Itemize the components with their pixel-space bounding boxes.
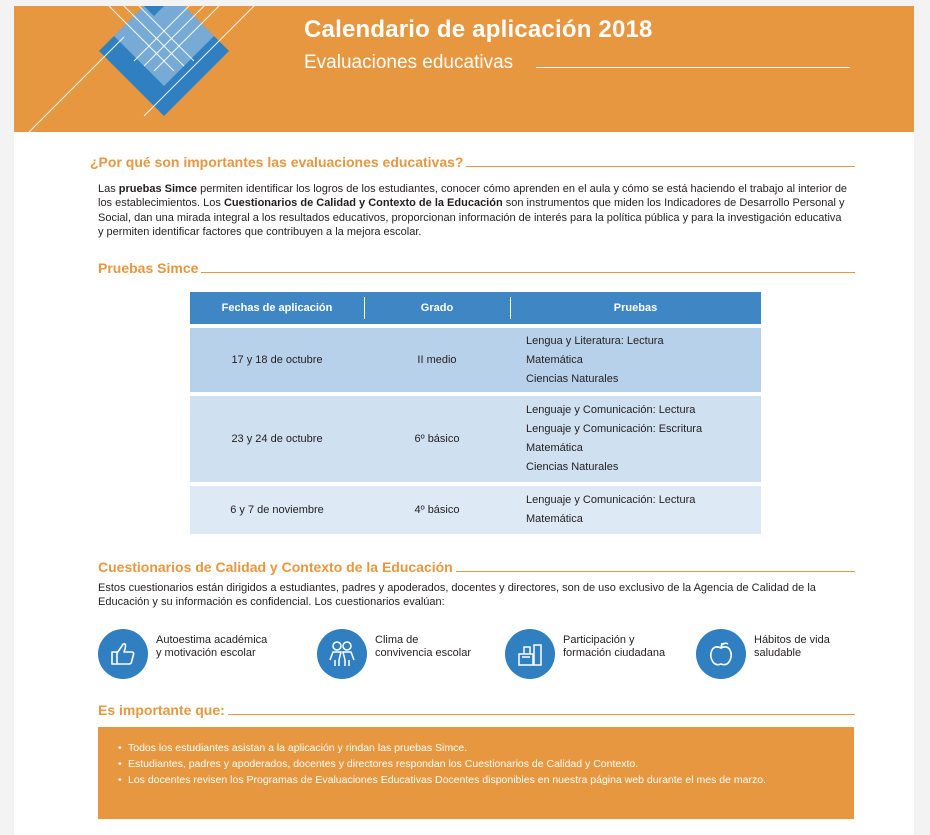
cell-dates: 23 y 24 de octubre [231, 433, 323, 445]
evaluation-label-line: y motivación escolar [156, 647, 256, 659]
section-heading-why-text: ¿Por qué son importantes las evaluaciones educativas? [90, 154, 464, 170]
important-notes-box [98, 727, 854, 819]
cell-dates: 6 y 7 de noviembre [230, 504, 324, 516]
intro-text-3: son instrumentos que miden los Indicadores de Desarrollo Personal y Social, dan una mirada integral a los resultados educativos, proporcionan información de interés para la política pública y para la investigación educativa y permiten identificar factores que contribuyen a la mejora escolar. [98, 197, 845, 238]
evaluation-label [375, 634, 471, 660]
simce-table [190, 292, 761, 534]
cell-grade: 4º básico [414, 504, 460, 516]
section-heading-importante [98, 702, 855, 718]
evaluation-label-line: Hábitos de vida [754, 634, 830, 646]
list-item: • Estudiantes, padres y apoderados, docentes y directores respondan los Cuestionarios de Calidad y Contexto. [118, 757, 834, 771]
cell-dates: 17 y 18 de octubre [231, 354, 323, 366]
table-row [190, 328, 761, 392]
intro-bold-simce: pruebas Simce [118, 183, 198, 195]
subtitle-rule [536, 67, 850, 68]
test-item: Matemática [526, 513, 583, 525]
header-graphic [14, 6, 314, 132]
header-separator [364, 297, 365, 319]
intro-text-2: permiten identificar los logros de los estudiantes, conocer cómo aprenden en el aula y cómo se está haciendo el trabajo al interior de los establecimientos. Los [98, 183, 848, 210]
test-item: Lenguaje y Comunicación: Escritura [526, 423, 703, 435]
evaluation-item-autoestima [98, 629, 267, 679]
ballot-box-icon [505, 629, 555, 679]
section-heading-importante-text: Es importante que: [98, 702, 225, 718]
evaluation-item-habitos [696, 629, 830, 679]
table-row [190, 396, 761, 482]
cell-tests [510, 491, 761, 529]
page-title: Calendario de aplicación 2018 [304, 16, 653, 43]
intro-bold-cuestionarios: Cuestionarios de Calidad y Contexto de la Educación [223, 197, 503, 210]
evaluation-label-line: Autoestima académica [156, 634, 268, 646]
section-heading-cuestionarios-text: Cuestionarios de Calidad y Contexto de la Educación [98, 559, 453, 575]
evaluation-label-line: convivencia escolar [375, 647, 471, 659]
cell-grade: 6º básico [414, 433, 460, 445]
test-item: Lengua y Literatura: Lectura [526, 334, 664, 347]
important-notes-list [118, 741, 834, 787]
evaluation-label-line: Clima de [375, 634, 419, 646]
test-item: Ciencias Naturales [526, 461, 619, 473]
evaluation-item-clima [317, 629, 471, 679]
test-item: Lenguaje y Comunicación: Lectura [526, 404, 696, 416]
list-item: • Todos los estudiantes asistan a la aplicación y rindan las pruebas Simce. [118, 741, 834, 755]
evaluation-label-line: Participación y [563, 634, 635, 646]
evaluation-label [156, 634, 267, 660]
table-row [190, 486, 761, 534]
thumbs-up-icon [98, 629, 148, 679]
evaluation-item-participacion [505, 629, 665, 679]
evaluation-label [754, 634, 830, 660]
section-heading-cuestionarios [98, 559, 855, 575]
page-subtitle: Evaluaciones educativas [304, 52, 514, 73]
intro-paragraph [98, 182, 848, 239]
table-header [190, 292, 761, 324]
column-header-tests: Pruebas [613, 302, 658, 314]
list-item: • Los docentes revisen los Programas de Evaluaciones Educativas Docentes disponibles en nuestra página web durante el mes de marzo. [118, 773, 834, 787]
cell-grade: II medio [417, 354, 457, 366]
evaluation-label-line: formación ciudadana [563, 647, 666, 659]
document-page [14, 6, 914, 835]
evaluation-label-line: saludable [754, 647, 802, 659]
section-heading-simce-text: Pruebas Simce [98, 260, 199, 276]
column-header-grade: Grado [420, 302, 454, 314]
column-header-dates: Fechas de aplicación [221, 302, 333, 314]
header-separator [510, 297, 511, 319]
evaluation-label [563, 634, 665, 660]
test-item: Matemática [526, 442, 583, 454]
header-banner [14, 6, 914, 132]
test-item: Ciencias Naturales [526, 372, 619, 385]
cell-tests [510, 332, 761, 389]
test-item: Matemática [526, 353, 583, 366]
section-heading-why [90, 154, 855, 170]
section-heading-simce [98, 260, 855, 276]
apple-icon [696, 629, 746, 679]
intro-text-1: Las [98, 183, 119, 195]
cuestionarios-paragraph: Estos cuestionarios están dirigidos a estudiantes, padres y apoderados, docentes y directores, son de uso exclusivo de la Agencia de Calidad de la Educación y su información es confidencial. Los cuestionarios evalúan: [98, 582, 816, 609]
test-item: Lenguaje y Comunicación: Lectura [526, 494, 696, 506]
cell-tests [510, 401, 761, 477]
people-icon [317, 629, 367, 679]
